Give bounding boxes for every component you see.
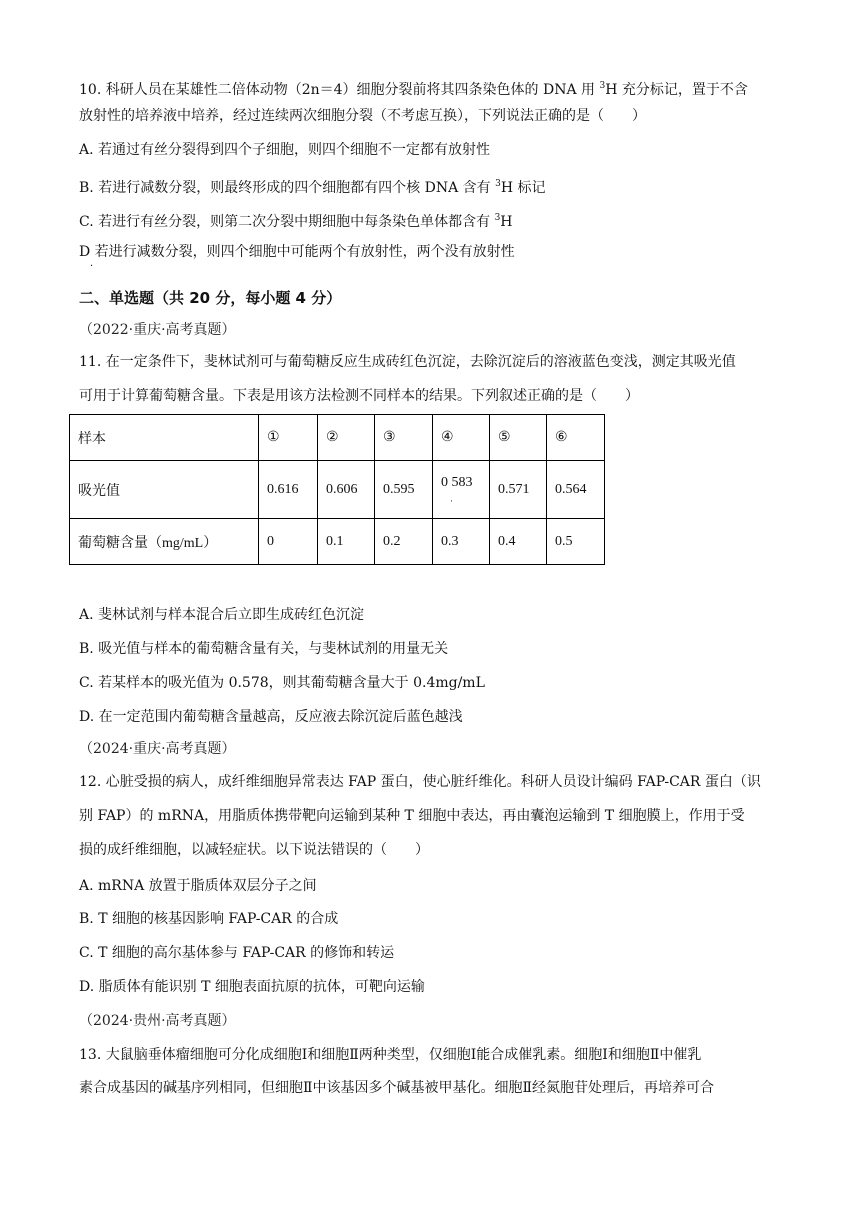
table-row bbox=[70, 461, 605, 519]
q12-source: （2024·重庆·高考真题） bbox=[79, 741, 236, 757]
q10-stem-text: 10. 科研人员在某雄性二倍体动物（2n＝4）细胞分裂前将其四条染色体的 DNA 用 bbox=[79, 82, 600, 98]
q10-stem-line-2: 放射性的培养液中培养，经过连续两次细胞分裂（不考虑互换），下列说法正确的是（ ） bbox=[79, 108, 646, 124]
table-header-cell: 样本 bbox=[70, 415, 259, 461]
table-cell: 0.2 bbox=[375, 519, 433, 565]
q12-option-a: A. mRNA 放置于脂质体双层分子之间 bbox=[79, 878, 317, 894]
q11-option-b: B. 吸光值与样本的葡萄糖含量有关，与斐林试剂的用量无关 bbox=[79, 641, 449, 657]
table-cell: 0.1 bbox=[318, 519, 375, 565]
table-header-cell: ② bbox=[318, 415, 375, 461]
table-cell bbox=[433, 461, 490, 519]
superscript: 3 bbox=[599, 81, 606, 91]
q10-option-c-text: C. 若进行有丝分裂，则第二次分裂中期细胞中每条染色单体都含有 bbox=[79, 214, 495, 230]
q13-stem-line-1: 13. 大鼠脑垂体瘤细胞可分化成细胞Ⅰ和细胞Ⅱ两种类型，仅细胞Ⅰ能合成催乳素。细胞Ⅰ和细胞Ⅱ中催乳 bbox=[79, 1047, 702, 1063]
table-cell: 0 bbox=[259, 519, 318, 565]
q12-option-c: C. T 细胞的高尔基体参与 FAP-CAR 的修饰和转运 bbox=[79, 945, 395, 961]
dot-mark: · bbox=[90, 261, 94, 272]
table-cell: 0.616 bbox=[259, 461, 318, 519]
q10-stem-line-1 bbox=[79, 76, 748, 100]
section-heading: 二、单选题（共 20 分，每小题 4 分） bbox=[79, 289, 342, 307]
q12-stem-line-1: 12. 心脏受损的病人，成纤维细胞异常表达 FAP 蛋白，使心脏纤维化。科研人员设计编码 FAP-CAR 蛋白（识 bbox=[79, 774, 761, 790]
q10-option-b-text: H 标记 bbox=[500, 180, 546, 196]
table-header-cell: ⑥ bbox=[547, 415, 605, 461]
q13-stem-line-2: 素合成基因的碱基序列相同，但细胞Ⅱ中该基因多个碱基被甲基化。细胞Ⅱ经氮胞苷处理后，再培养可合 bbox=[79, 1080, 715, 1096]
q11-source: （2022·重庆·高考真题） bbox=[79, 322, 236, 338]
q10-option-c bbox=[79, 208, 513, 232]
q12-option-b: B. T 细胞的核基因影响 FAP-CAR 的合成 bbox=[79, 911, 339, 927]
table-cell: 0.595 bbox=[375, 461, 433, 519]
q11-option-c: C. 若某样本的吸光值为 0.578，则其葡萄糖含量大于 0.4mg/mL bbox=[79, 675, 485, 691]
q11-stem-line-1: 11. 在一定条件下，斐林试剂可与葡萄糖反应生成砖红色沉淀，去除沉淀后的溶液蓝色变浅，测定其吸光值 bbox=[79, 354, 736, 370]
q11-stem-line-2: 可用于计算葡萄糖含量。下表是用该方法检测不同样本的结果。下列叙述正确的是（ ） bbox=[79, 388, 639, 404]
table-cell-value bbox=[441, 474, 473, 506]
q13-source: （2024·贵州·高考真题） bbox=[79, 1013, 236, 1029]
q11-table bbox=[69, 414, 605, 565]
table-header-cell: ④ bbox=[433, 415, 490, 461]
table-header-cell: ⑤ bbox=[490, 415, 547, 461]
q12-option-d: D. 脂质体有能识别 T 细胞表面抗原的抗体，可靶向运输 bbox=[79, 979, 425, 995]
q10-option-d: D 若进行减数分裂，则四个细胞中可能两个有放射性，两个没有放射性 bbox=[79, 244, 515, 260]
table-row bbox=[70, 519, 605, 565]
table-row-label: 葡萄糖含量（mg/mL） bbox=[70, 519, 259, 565]
table-cell: 0.564 bbox=[547, 461, 605, 519]
q11-option-d: D. 在一定范围内葡萄糖含量越高，反应液去除沉淀后蓝色越浅 bbox=[79, 709, 463, 725]
superscript: 3 bbox=[494, 213, 501, 223]
table-cell: 0.3 bbox=[433, 519, 490, 565]
superscript: 3 bbox=[495, 179, 501, 189]
table-cell: 0.606 bbox=[318, 461, 375, 519]
q10-option-a: A. 若通过有丝分裂得到四个子细胞，则四个细胞不一定都有放射性 bbox=[79, 142, 491, 158]
q10-option-c-text: H bbox=[500, 214, 513, 230]
table-cell: 0.5 bbox=[547, 519, 605, 565]
dot-mark: · bbox=[450, 495, 453, 506]
table-row-label: 吸光值 bbox=[70, 461, 259, 519]
table-header-cell: ① bbox=[259, 415, 318, 461]
q10-option-b-text: B. 若进行减数分裂，则最终形成的四个细胞都有四个核 DNA 含有 bbox=[79, 180, 496, 196]
table-cell-text: 0 583 bbox=[441, 474, 473, 490]
q10-stem-text: H 充分标记，置于不含 bbox=[605, 82, 748, 98]
table-row bbox=[70, 415, 605, 461]
q12-stem-line-3: 损的成纤维细胞，以减轻症状。以下说法错误的（ ） bbox=[79, 842, 429, 858]
q10-option-b bbox=[79, 174, 546, 198]
q12-stem-line-2: 别 FAP）的 mRNA，用脂质体携带靶向运输到某种 T 细胞中表达，再由囊泡运输到 T 细胞膜上，作用于受 bbox=[79, 808, 745, 824]
table-cell: 0.4 bbox=[490, 519, 547, 565]
table-header-cell: ③ bbox=[375, 415, 433, 461]
table-cell: 0.571 bbox=[490, 461, 547, 519]
q11-option-a: A. 斐林试剂与样本混合后立即生成砖红色沉淀 bbox=[79, 607, 365, 623]
